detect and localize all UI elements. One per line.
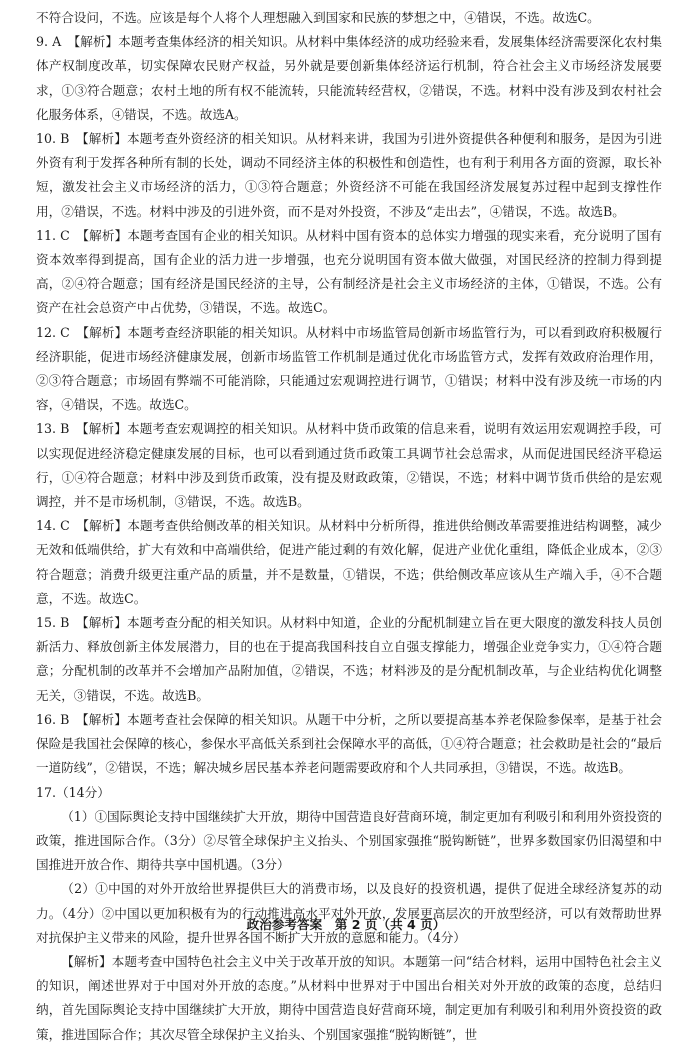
question-17-heading: 17.（14分） — [36, 784, 110, 800]
answer-item-11: 11. C 【解析】本题考查国有企业的相关知识。从材料中国有资本的总体实力增强的现实来看，充分说明了国有资本效率得到提高，国有企业的活力进一步增强，也充分说明国有资本做大做强，对国民经济的控制力得到提高，②④符合题意；国有经济是国民经济的主导，公有制经济是社会主义市场经济的主体，①错误，不选。公有资产在社会总资产中占优势，③错误，不选。故选C。 — [36, 227, 662, 316]
answer-item-9: 9. A 【解析】本题考查集体经济的相关知识。从材料中集体经济的成功经验来看，发展集体经济需要深化农村集体产权制度改革，切实保障农民财产权益，另外就是要创新集体经济运行机制，符合社会主义市场经济发展要求，①③符合题意；农村土地的所有权不能流转，只能流转经营权，②错误，不选。材料中没有涉及到农村社会化服务体系，④错误，不选。故选A。 — [36, 34, 662, 122]
question-17-part-2: （2）①中国的对外开放给世界提供巨大的消费市场，以及良好的投资机遇，提供了促进全球经济复苏的动力。（4分）②中国以更加积极有为的行动推进高水平对外开放，发展更高层次的开放型经济，可以有效帮助世界对抗保护主义带来的风险，提升世界各国不断扩大开放的意愿和能力。（4分） — [36, 881, 662, 945]
page-footer: 政治参考答案 第 2 页（共 4 页） — [246, 916, 446, 932]
answer-item-10: 10. B 【解析】本题考查外资经济的相关知识。从材料来讲，我国为引进外资提供各种便利和服务，是因为引进外资有利于发挥各种所有制的长处，调动不同经济主体的积极性和创造性，也有利于利用各方面的资源，取长补短，激发社会主义市场经济的活力，①③符合题意；外资经济不可能在我国经济发展复苏过程中起到支撑性作用，②错误，不选。材料中涉及的引进外资，而不是对外投资，不涉及“走出去”，④错误，不选。故选B。 — [36, 131, 662, 219]
question-17-analysis: 【解析】本题考查中国特色社会主义中关于改革开放的知识。本题第一问“结合材料，运用中国特色社会主义的知识，阐述世界对于中国对外开放的态度。”从材料中世界对于中国出台相关对外开放的政策的态度，总结归纳，首先国际舆论支持中国继续扩大开放，期待中国营造良好营商环境，制定更加有利吸引和利用外资投资的政策，推进国际合作；其次尽管全球保护主义抬头、个别国家强推“脱钩断链”，世 — [36, 953, 662, 1042]
answer-item-12: 12. C 【解析】本题考查经济职能的相关知识。从材料中市场监管局创新市场监管行为，可以看到政府积极履行经济职能，促进市场经济健康发展，创新市场监管工作机制是通过优化市场监管方式，发挥有效政府治理作用，②③符合题意；市场固有弊端不可能消除，只能通过宏观调控进行调节，①错误；材料中没有涉及统一市场的内容，④错误，不选。故选C。 — [36, 324, 662, 413]
answer-item-14: 14. C 【解析】本题考查供给侧改革的相关知识。从材料中分析所得，推进供给侧改革需要推进结构调整，减少无效和低端供给，扩大有效和中高端供给，促进产能过剩的有效化解，促进产业优化重组，降低企业成本，②③符合题意；消费升级更注重产品的质量，并不是数量，①错误，不选；供给侧改革应该从生产端入手，④不合题意，不选。故选C。 — [36, 518, 662, 606]
answer-item-16: 16. B 【解析】本题考查社会保障的相关知识。从题干中分析，之所以要提高基本养老保险参保率，是基于社会保险是我国社会保障的核心，参保水平高低关系到社会保障水平的高低，①④符合题意；社会救助是社会的“最后一道防线”，②错误，不选；解决城乡居民基本养老问题需要政府和个人共同承担，③错误，不选。故选B。 — [36, 711, 662, 776]
question-17-part-1: （1）①国际舆论支持中国继续扩大开放，期待中国营造良好营商环境，制定更加有利吸引和利用外资投资的政策，推进国际合作。（3分）②尽管全球保护主义抬头、个别国家强推“脱钩断链”，世界多数国家仍旧渴望和中国推进开放合作、期待共享中国机遇。（3分） — [36, 808, 662, 873]
continuation-paragraph: 不符合设问，不选。应该是每个人将个人理想融入到国家和民族的梦想之中，④错误，不选。故选C。 — [36, 10, 600, 25]
answer-item-15: 15. B 【解析】本题考查分配的相关知识。从材料中知道，企业的分配机制建立旨在更大限度的激发科技人员创新活力、释放创新主体发展潜力，目的也在于提高我国科技自立自强支撑能力，增强企业竞争实力，①④符合题意；分配机制的改革并不会增加产品附加值，②错误，不选；材料涉及的是分配机制改革，与企业结构优化调整无关，③错误，不选。故选B。 — [36, 615, 662, 703]
answer-item-13: 13. B 【解析】本题考查宏观调控的相关知识。从材料中货币政策的信息来看，说明有效运用宏观调控手段，可以实现促进经济稳定健康发展的目标，也可以看到通过货币政策工具调节社会总需求，从而促进国民经济平稳运行，①④符合题意；材料中涉及到货币政策，没有提及财政政策，②错误，不选；材料中调节货币供给的是宏观调控，并不是市场机制，③错误，不选。故选B。 — [36, 421, 662, 510]
